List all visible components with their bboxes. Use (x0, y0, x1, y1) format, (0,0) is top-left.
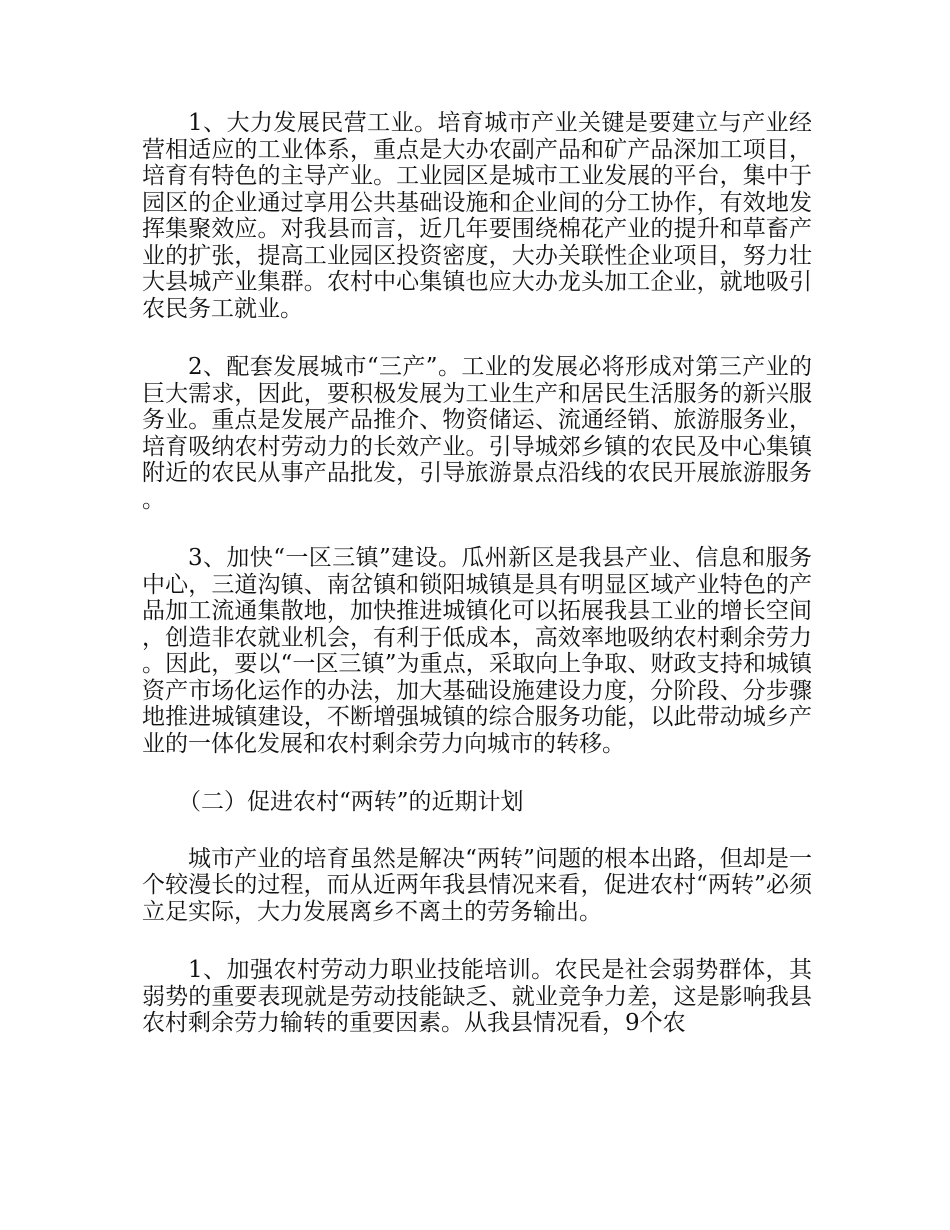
document-page (142, 110, 812, 1037)
paragraph-urban-industry-cultivation: 城市产业的培育虽然是解决“两转”问题的根本出路，但却是一个较漫长的过程，而从近两年我县情况来看，促进农村“两转”必须立足实际，大力发展离乡不离土的劳务输出。 (142, 845, 812, 925)
paragraph-tertiary-industry: 2、配套发展城市“三产”。工业的发展必将形成对第三产业的巨大需求，因此，要积极发展为工业生产和居民生活服务的新兴服务业。重点是发展产品推介、物资储运、流通经销、旅游服务业，培育吸纳农村劳动力的长效产业。引导城郊乡镇的农民及中心集镇附近的农民从事产品批发，引导旅游景点沿线的农民开展旅游服务。 (142, 354, 812, 513)
paragraph-develop-private-industry: 1、大力发展民营工业。培育城市产业关键是要建立与产业经营相适应的工业体系，重点是大办农副产品和矿产品深加工项目，培育有特色的主导产业。工业园区是城市工业发展的平台，集中于园区的企业通过享用公共基础设施和企业间的分工协作，有效地发挥集聚效应。对我县而言，近几年要围绕棉花产业的提升和草畜产业的扩张，提高工业园区投资密度，大办关联性企业项目，努力壮大县城产业集群。农村中心集镇也应大办龙头加工企业，就地吸引农民务工就业。 (142, 110, 812, 322)
paragraph-one-district-three-towns: 3、加快“一区三镇”建设。瓜州新区是我县产业、信息和服务中心，三道沟镇、南岔镇和锁阳城镇是具有明显区域产业特色的产品加工流通集散地，加快推进城镇化可以拓展我县工业的增长空间，创造非农就业机会，有利于低成本，高效率地吸纳农村剩余劳力。因此，要以“一区三镇”为重点，采取向上争取、财政支持和城镇资产市场化运作的办法，加大基础设施建设力度，分阶段、分步骤地推进城镇建设，不断增强城镇的综合服务功能，以此带动城乡产业的一体化发展和农村剩余劳力向城市的转移。 (142, 545, 812, 757)
section-heading-near-term-plan: （二）促进农村“两转”的近期计划 (178, 789, 524, 815)
paragraph-vocational-training: 1、加强农村劳动力职业技能培训。农民是社会弱势群体，其弱势的重要表现就是劳动技能缺乏、就业竞争力差，这是影响我县农村剩余劳力输转的重要因素。从我县情况看，9个农 (142, 957, 812, 1036)
